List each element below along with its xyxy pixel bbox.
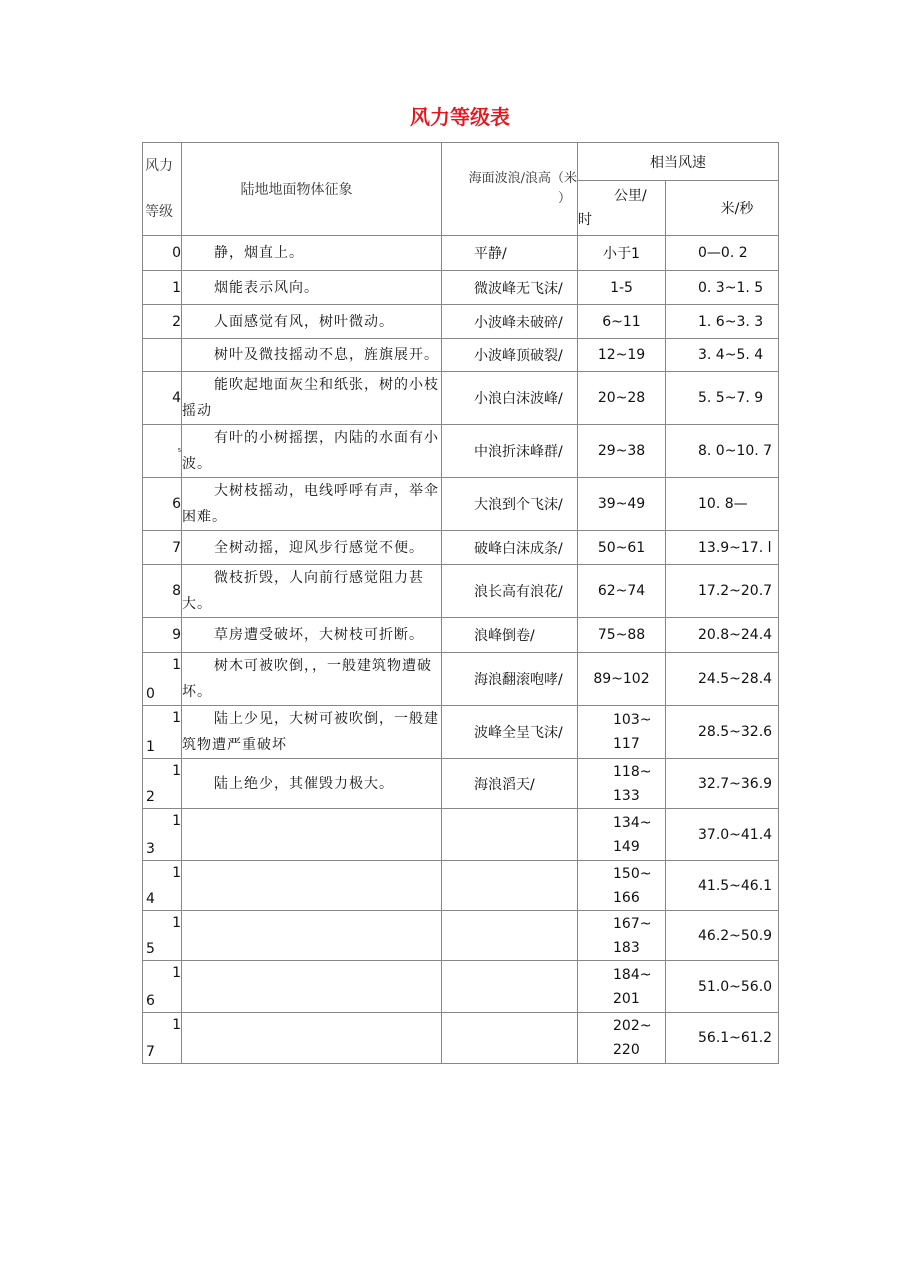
grade-value: 7 xyxy=(172,539,181,556)
header-sea-line2: ） xyxy=(557,191,571,206)
kmh-cell: 1-5 xyxy=(578,271,666,305)
table-row xyxy=(143,271,779,305)
kmh-value: 202~220 xyxy=(613,1018,652,1058)
kmh-cell: 62~74 xyxy=(578,565,666,618)
grade-value: 5 xyxy=(177,448,181,454)
ms-cell: 24.5~28.4 xyxy=(666,653,779,706)
grade-cell xyxy=(143,236,182,271)
grade-digit-2: 3 xyxy=(146,841,155,857)
grade-value: 4 xyxy=(172,390,181,406)
grade-cell xyxy=(143,961,182,1013)
header-grade xyxy=(143,143,182,236)
grade-cell xyxy=(143,305,182,339)
table-row xyxy=(143,861,779,911)
grade-cell xyxy=(143,653,182,706)
grade-cell xyxy=(143,478,182,531)
kmh-value: 134~149 xyxy=(613,814,652,855)
land-phenomenon-cell xyxy=(182,809,442,861)
kmh-value: 167~183 xyxy=(613,915,652,956)
sea-wave-cell: 中浪折沫峰群/ xyxy=(442,425,578,478)
land-phenomenon-cell: 静，烟直上。 xyxy=(182,236,442,271)
table-row xyxy=(143,618,779,653)
land-phenomenon-cell: 大树枝摇动，电线呼呼有声，举伞困难。 xyxy=(182,478,442,531)
table-row xyxy=(143,706,779,759)
header-speed: 相当风速 xyxy=(578,143,779,181)
header-kmh xyxy=(578,181,666,236)
grade-digit-2: 5 xyxy=(146,941,155,957)
grade-cell xyxy=(143,809,182,861)
kmh-cell: 89~102 xyxy=(578,653,666,706)
table-row xyxy=(143,565,779,618)
ms-cell: 51.0~56.0 xyxy=(666,961,779,1013)
sea-wave-cell: 海浪翻滚咆哮/ xyxy=(442,653,578,706)
land-phenomenon-cell: 草房遭受破坏，大树枝可折断。 xyxy=(182,618,442,653)
sea-wave-cell xyxy=(442,911,578,961)
sea-wave-cell: 波峰全呈飞沫/ xyxy=(442,706,578,759)
kmh-cell xyxy=(578,809,666,861)
land-phenomenon-cell: 树木可被吹倒，，一般建筑物遭破坏。 xyxy=(182,653,442,706)
land-phenomenon-cell xyxy=(182,861,442,911)
grade-cell xyxy=(143,425,182,478)
grade-value: 6 xyxy=(172,496,181,512)
ms-cell: 28.5~32.6 xyxy=(666,706,779,759)
grade-digit-1: 1 xyxy=(172,865,181,881)
ms-cell: 1. 6~3. 3 xyxy=(666,305,779,339)
table-row xyxy=(143,961,779,1013)
land-phenomenon-cell: 全树动摇，迎风步行感觉不便。 xyxy=(182,531,442,565)
sea-wave-cell: 小浪白沫波峰/ xyxy=(442,372,578,425)
land-phenomenon-cell: 微枝折毁，人向前行感觉阻力甚大。 xyxy=(182,565,442,618)
grade-digit-1: 1 xyxy=(172,763,181,779)
table-row xyxy=(143,236,779,271)
ms-cell: 46.2~50.9 xyxy=(666,911,779,961)
grade-digit-2: 7 xyxy=(146,1044,155,1060)
table-row xyxy=(143,1013,779,1064)
ms-cell: 56.1~61.2 xyxy=(666,1013,779,1064)
kmh-cell xyxy=(578,911,666,961)
header-ms: 米/秒 xyxy=(666,181,779,236)
land-phenomenon-cell: 陆上少见，大树可被吹倒，一般建筑物遭严重破坏 xyxy=(182,706,442,759)
sea-wave-cell: 浪长高有浪花/ xyxy=(442,565,578,618)
sea-wave-cell xyxy=(442,961,578,1013)
land-phenomenon-cell xyxy=(182,961,442,1013)
grade-digit-2: 6 xyxy=(146,993,155,1009)
sea-wave-cell: 海浪滔天/ xyxy=(442,759,578,809)
kmh-cell: 20~28 xyxy=(578,372,666,425)
grade-digit-1: 1 xyxy=(172,657,181,673)
ms-cell: 0. 3~1. 5 xyxy=(666,271,779,305)
table-row xyxy=(143,339,779,372)
grade-value: 9 xyxy=(172,627,181,643)
ms-cell: 17.2~20.7 xyxy=(666,565,779,618)
kmh-value: 118~133 xyxy=(613,763,652,804)
table-row xyxy=(143,478,779,531)
grade-digit-2: 2 xyxy=(146,789,155,805)
grade-digit-1: 1 xyxy=(172,813,181,829)
kmh-cell: 39~49 xyxy=(578,478,666,531)
ms-cell: 8. 0~10. 7 xyxy=(666,425,779,478)
grade-digit-1: 1 xyxy=(172,710,181,726)
land-phenomenon-cell xyxy=(182,1013,442,1064)
header-sea-line1: 海面波浪/浪高（米 xyxy=(468,171,577,186)
table-row xyxy=(143,425,779,478)
page-title: 风力等级表 xyxy=(410,105,510,129)
ms-cell: 20.8~24.4 xyxy=(666,618,779,653)
ms-cell: 5. 5~7. 9 xyxy=(666,372,779,425)
sea-wave-cell: 破峰白沫成条/ xyxy=(442,531,578,565)
kmh-cell: 小于1 xyxy=(578,236,666,271)
land-phenomenon-cell: 树叶及微技摇动不息，旌旗展开。 xyxy=(182,339,442,372)
ms-cell: 10. 8— xyxy=(666,478,779,531)
grade-cell xyxy=(143,339,182,372)
grade-cell xyxy=(143,618,182,653)
grade-cell xyxy=(143,861,182,911)
kmh-cell xyxy=(578,961,666,1013)
grade-digit-1: 1 xyxy=(172,965,181,981)
kmh-cell: 50~61 xyxy=(578,531,666,565)
grade-cell xyxy=(143,911,182,961)
kmh-cell: 6~11 xyxy=(578,305,666,339)
ms-cell: 37.0~41.4 xyxy=(666,809,779,861)
header-grade-line1: 风力 xyxy=(145,158,173,174)
kmh-cell xyxy=(578,759,666,809)
header-kmh-line1: 公里/ xyxy=(614,188,647,205)
sea-wave-cell: 小波峰未破碎/ xyxy=(442,305,578,339)
sea-wave-cell: 平静/ xyxy=(442,236,578,271)
ms-cell: 32.7~36.9 xyxy=(666,759,779,809)
grade-digit-2: 4 xyxy=(146,891,155,907)
grade-digit-1: 1 xyxy=(172,1017,181,1033)
grade-digit-2: 0 xyxy=(146,686,155,702)
header-grade-line2: 等级 xyxy=(145,204,173,220)
land-phenomenon-cell: 能吹起地面灰尘和纸张，树的小枝摇动 xyxy=(182,372,442,425)
grade-cell xyxy=(143,271,182,305)
sea-wave-cell: 大浪到个飞沫/ xyxy=(442,478,578,531)
land-phenomenon-cell: 烟能表示风向。 xyxy=(182,271,442,305)
kmh-cell: 29~38 xyxy=(578,425,666,478)
ms-cell: 3. 4~5. 4 xyxy=(666,339,779,372)
grade-cell xyxy=(143,531,182,565)
kmh-value: 150~166 xyxy=(613,865,652,906)
ms-cell: 13.9~17. l xyxy=(666,531,779,565)
table-row xyxy=(143,653,779,706)
grade-cell xyxy=(143,565,182,618)
table-row xyxy=(143,911,779,961)
ms-cell: 41.5~46.1 xyxy=(666,861,779,911)
wind-scale-table xyxy=(142,142,779,1064)
kmh-cell xyxy=(578,706,666,759)
grade-cell xyxy=(143,759,182,809)
grade-digit-1: 1 xyxy=(172,915,181,931)
table-row xyxy=(143,759,779,809)
ms-cell: 0—0. 2 xyxy=(666,236,779,271)
sea-wave-cell: 微波峰无飞沫/ xyxy=(442,271,578,305)
kmh-cell xyxy=(578,861,666,911)
grade-value: 2 xyxy=(172,313,181,330)
grade-digit-2: 1 xyxy=(146,739,155,755)
sea-wave-cell xyxy=(442,861,578,911)
table-row xyxy=(143,531,779,565)
land-phenomenon-cell: 陆上绝少，其催毁力极大。 xyxy=(182,759,442,809)
grade-cell xyxy=(143,372,182,425)
grade-value: 1 xyxy=(172,279,181,296)
kmh-cell xyxy=(578,1013,666,1064)
land-phenomenon-cell xyxy=(182,911,442,961)
grade-cell xyxy=(143,706,182,759)
header-land: 陆地地面物体征象 xyxy=(182,143,442,236)
kmh-cell: 75~88 xyxy=(578,618,666,653)
land-phenomenon-cell: 有叶的小树摇摆，内陆的水面有小波。 xyxy=(182,425,442,478)
header-sea xyxy=(442,143,578,236)
land-phenomenon-cell: 人面感觉有风，树叶微动。 xyxy=(182,305,442,339)
grade-value: 0 xyxy=(172,245,181,261)
header-kmh-line2: 时 xyxy=(578,212,592,229)
table-row xyxy=(143,809,779,861)
kmh-value: 103~117 xyxy=(613,712,652,752)
kmh-value: 184~201 xyxy=(613,966,652,1007)
sea-wave-cell: 小波峰顶破裂/ xyxy=(442,339,578,372)
kmh-cell: 12~19 xyxy=(578,339,666,372)
grade-cell xyxy=(143,1013,182,1064)
table-row xyxy=(143,372,779,425)
sea-wave-cell xyxy=(442,809,578,861)
grade-value: 8 xyxy=(172,583,181,599)
sea-wave-cell xyxy=(442,1013,578,1064)
sea-wave-cell: 浪峰倒卷/ xyxy=(442,618,578,653)
table-row xyxy=(143,305,779,339)
